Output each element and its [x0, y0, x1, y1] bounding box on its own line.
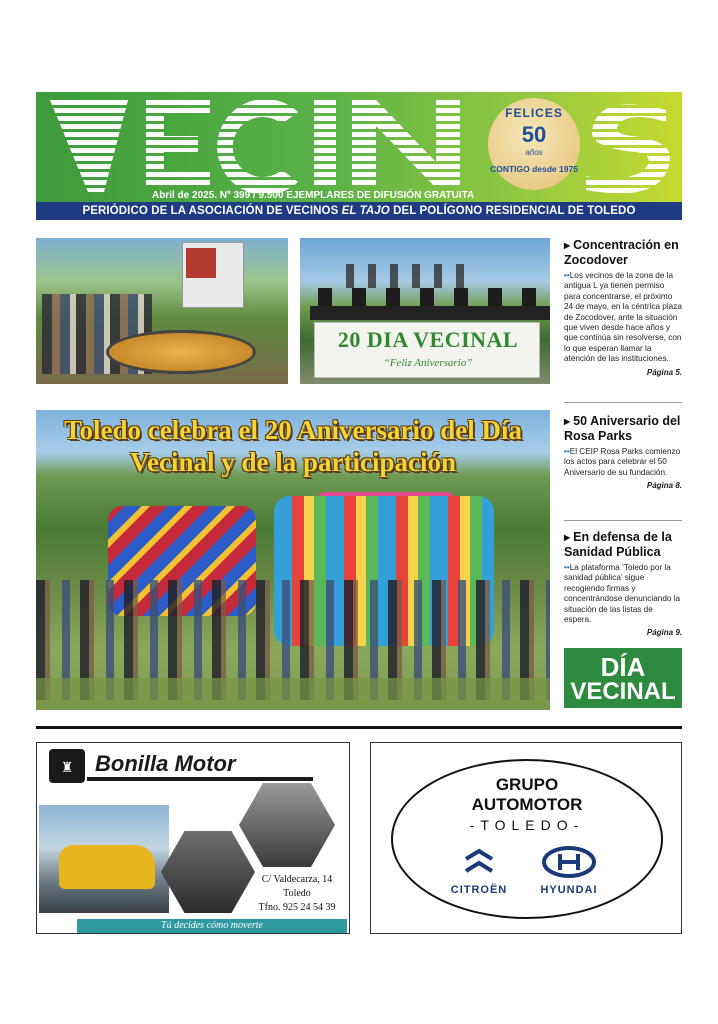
masthead-subtitle [36, 202, 682, 220]
ad-address [247, 873, 347, 915]
ad-title-line-3: -TOLEDO- [469, 817, 585, 833]
hyundai-logo-icon [541, 845, 597, 879]
yellow-car-image [39, 805, 169, 913]
peugeot-logo-icon: ♜ [49, 749, 85, 783]
bicycle-hex-image [239, 783, 335, 867]
issue-line: Abril de 2025. Nº 399 / 9.500 EJEMPLARES DE DIFUSIÓN GRATUITA [152, 190, 475, 201]
paella-photo [36, 238, 288, 384]
brief-zocodover [564, 238, 682, 377]
brief-title-text: 50 Aniversario del Rosa Parks [564, 414, 681, 443]
ad-grupo-automotor [370, 742, 682, 934]
brief-title [564, 238, 682, 267]
brief-sanidad [564, 530, 682, 637]
citroen-brand [447, 845, 511, 896]
brief-body-text: Los vecinos de la zona de la antigua L ya tienen permiso para concentrarse, el próximo 24 de mayo, en la céntrica plaza de Zocodover, ante la situación que viven desde hace años y que continúa sin resolverse, con lo que esperan llamar la atención de las instituciones. [564, 271, 682, 364]
brief-divider [564, 520, 682, 521]
dots-bullet-icon: •• [564, 447, 570, 456]
seal-bottom-text: CONTIGO desde 1975 [490, 164, 578, 174]
banner-main-text: 20 DIA VECINAL [337, 327, 519, 352]
hyundai-brand [529, 845, 609, 896]
subtitle-association-name: EL TAJO [341, 205, 390, 217]
brief-title-text: Concentración en Zocodover [564, 238, 679, 267]
grass-ground [36, 678, 550, 710]
triangle-bullet-icon: ▶ [564, 241, 571, 250]
ad-title-line-2: AUTOMOTOR [471, 795, 583, 814]
ad-bonilla-motor [36, 742, 350, 934]
brief-title [564, 530, 682, 559]
dia-vecinal-banner [314, 322, 540, 378]
address-street: C/ Valdecarza, 14 [261, 874, 333, 885]
subtitle-part-2: DEL POLÍGONO RESIDENCIAL DE TOLEDO [389, 205, 636, 217]
banner-sub-text: “Feliz Aniversario” [383, 357, 473, 369]
subtitle-part-1: PERIÓDICO DE LA ASOCIACIÓN DE VECINOS [82, 205, 342, 217]
main-headline: Toledo celebra el 20 Aniversario del Día Vecinal y de la participación [64, 415, 522, 477]
address-city: Toledo [283, 888, 311, 899]
dots-bullet-icon: •• [564, 271, 570, 280]
paella-pan [106, 330, 256, 374]
brief-body-text: La plataforma ‘Toledo por la sanidad pública’ sigue recogiendo firmas y concentrándose denunciando la situación de las listas de espera. [564, 563, 681, 625]
truck-sign [186, 248, 216, 278]
logo-letter-v [50, 100, 128, 192]
dots-bullet-icon: •• [564, 563, 570, 572]
brief-title [564, 414, 682, 443]
section-box-line-2: VECINAL [570, 678, 676, 705]
brief-body [564, 271, 682, 365]
stage-photo [300, 238, 550, 384]
logo-letter-c [217, 99, 298, 195]
ad-brand-name: Bonilla Motor [95, 751, 236, 776]
brief-divider [564, 402, 682, 403]
brief-body-text: El CEIP Rosa Parks comienzo los actos para celebrar el 50 Aniversario de su fundación. [564, 447, 681, 477]
hyundai-name: HYUNDAI [540, 884, 598, 896]
stage-performers [346, 264, 466, 288]
masthead [36, 92, 682, 220]
dia-vecinal-section-box [564, 648, 682, 708]
seal-number: 50 [521, 122, 547, 147]
ad-brand-underline [87, 777, 313, 781]
seal-top-text: FELICES [505, 106, 563, 120]
brief-page-ref: Página 8. [646, 481, 682, 491]
ad-slogan: Tú decides cómo moverte [77, 919, 347, 933]
triangle-bullet-icon: ▶ [564, 417, 571, 426]
logo-letter-e [146, 100, 210, 188]
main-story-photo [36, 410, 550, 710]
stage-deck [310, 306, 550, 320]
logo-letter-s [586, 104, 670, 193]
address-phone: Tfno. 925 24 54 39 [258, 902, 336, 913]
logo-letter-n [352, 100, 460, 188]
brief-rosa-parks [564, 414, 682, 490]
brief-title-text: En defensa de la Sanidad Pública [564, 530, 672, 559]
anniversary-seal [488, 98, 580, 190]
vecinos-logo [36, 92, 682, 202]
section-box-line-1: DÍA [600, 652, 646, 682]
ad-title-line-1: GRUPO [495, 775, 559, 794]
citroen-name: CITROËN [450, 884, 508, 896]
car-body [59, 845, 155, 889]
scooter-hex-image [161, 831, 255, 913]
citroen-logo-icon [462, 845, 496, 879]
brief-body [564, 563, 682, 625]
brief-page-ref: Página 5. [646, 367, 682, 377]
brief-page-ref: Página 9. [646, 628, 682, 638]
stage-speakers [318, 288, 538, 306]
section-rule [36, 726, 682, 729]
brief-body [564, 447, 682, 478]
seal-middle-text: años [525, 148, 543, 157]
logo-letter-i [314, 100, 336, 188]
triangle-bullet-icon: ▶ [564, 533, 571, 542]
